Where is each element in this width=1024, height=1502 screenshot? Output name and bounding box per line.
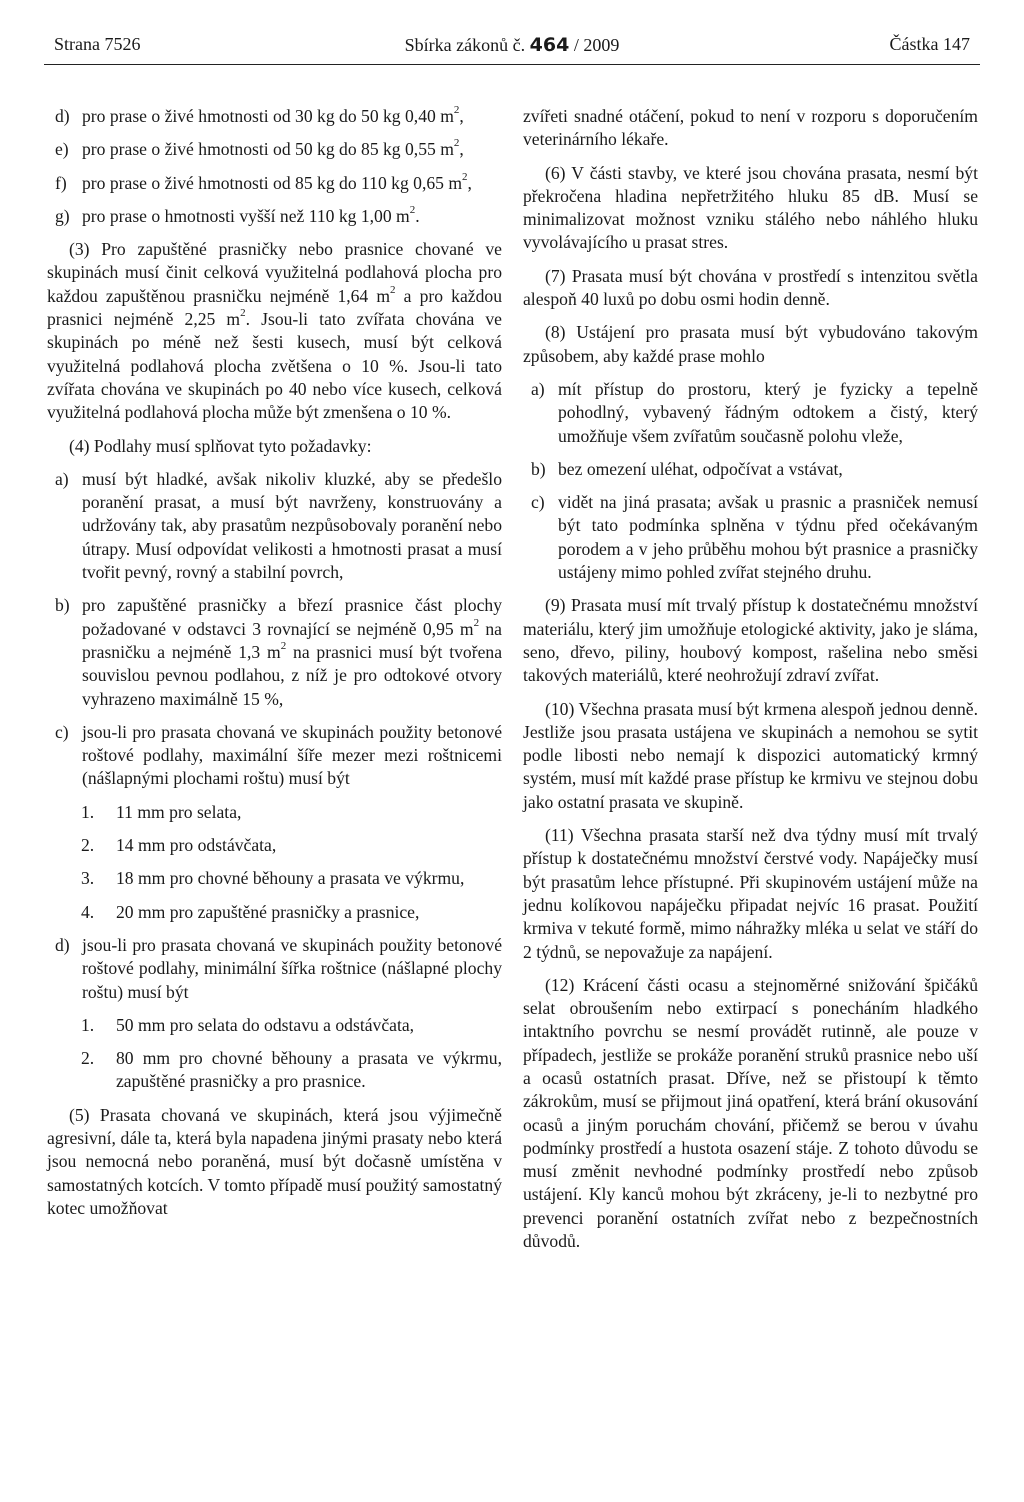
punct: , [467,172,472,193]
paragraph-5-continuation: zvířeti snadné otáčení, pokud to není v rozporu s doporučením veterinárního lékaře. [523,106,978,150]
superscript: 2 [453,104,460,117]
paragraph-8-item-b [523,458,978,481]
paragraph-3 [47,238,502,424]
subitem-label: 3. [81,868,95,889]
right-column [523,105,978,1253]
paragraph-4-item-b [47,594,502,710]
paragraph-6: (6) V části stavby, ve které jsou chována prasata, nesmí být překročena hladina nepřetržitého hluku 85 dB. Musí se minimalizovat možnost vzniku stálého nebo náhlého hluku vyvolávajícího u prasat stres. [523,162,978,253]
item-text: pro prase o živé hmotnosti od 85 kg do 110 kg 0,65 m [82,172,463,193]
subitem-text: 50 mm pro selata do odstavu a odstávčata, [116,1014,415,1035]
part-number: Částka 147 [889,34,970,54]
punct: , [459,139,464,160]
paragraph-10: (10) Všechna prasata musí být krmena alespoň jednou denně. Jestliže jsou prasata ustájena ve skupinách a nemohou se sytit podle libosti nebo nemají k dispozici automatický krmný systém, musí mít každé prase přístup ke krmivu ve stejnou dobu jako ostatní prasata ve skupině. [523,698,978,812]
item-label: f) [55,172,67,193]
item-text: pro prase o živé hmotnosti od 50 kg do 85 kg 0,55 m [82,139,454,160]
subitem-c-4 [81,901,502,924]
paragraph-4-item-c [47,721,502,791]
subitem-label: 4. [81,901,95,922]
item-text: pro prase o živé hmotnosti od 30 kg do 50 kg 0,40 m [82,106,454,126]
paragraph-7: (7) Prasata musí být chována v prostředí s intenzitou světla alespoň 40 luxů po dobu osmi hodin denně. [523,265,978,310]
superscript: 2 [453,137,460,150]
paragraph-5: (5) Prasata chovaná ve skupinách, která jsou výjimečně agresivní, dále ta, která byla napadena jinými prasaty nebo která jsou nemocná nebo poraněná, musí být dočasně umístěna v samostatných kotcích. V tomto případě musí použitý samostatný kotec umožňovat [47,1104,502,1218]
subitem-text: 18 mm pro chovné běhouny a prasata ve výkrmu, [116,868,465,889]
collection-title [44,34,980,56]
paragraph-3-text-a: (3) Pro zapuštěné prasničky nebo prasnice chované ve skupinách musí činit celková využitelná podlahová plocha pro každou zapuštěnou prasničku nejméně 1,64 m [47,239,502,306]
item-text: pro prase o hmotnosti vyšší než 110 kg 1,00 m [82,205,410,226]
item-text: bez omezení uléhat, odpočívat a vstávat, [558,458,843,479]
item-label: c) [55,721,69,742]
subitem-c-2 [81,834,502,857]
paragraph-8-item-c [523,491,978,584]
paragraph-12: (12) Krácení části ocasu a stejnoměrné snižování špičáků selat obroušením nebo extirpací s ponecháním hladkého intaktního povrchu se nesmí provádět rutinně, ale pouze v případech, jestliže se prokáže poranění struků prasnice nebo uší a ocasů ostatních prasat. Dříve, než se přistoupí k těmto zákrokům, musí se přijmout jiná opatření, která brání okusování ocasů a jiným poruchám chování, přičemž se berou v úvahu podmínky prostředí a hustota osazení stáje. Z tohoto důvodu se musí změnit nevhodné podmínky prostředí nebo způsob ustájení. Kly kanců mohou být zkráceny, je-li to nezbytné pro prevenci poranění ostatních zvířat nebo z bezpečnostních důvodů. [523,974,978,1252]
item-label: a) [55,468,69,489]
subitem-label: 2. [81,1048,95,1069]
item-text-part-1: pro zapuštěné prasničky a březí prasnice část plochy požadované v odstavci 3 rovnající se nejméně 0,95 m [82,595,502,639]
item-text: mít přístup do prostoru, který je fyzicky a tepelně pohodlný, vybavený řádným odtokem a čistý, který umožňuje všem zvířatům současně polohu vleže, [558,378,978,446]
paragraph-11: (11) Všechna prasata starší než dva týdny musí mít trvalý přístup k dostatečnému množství čerstvé vody. Napáječky musí být prasatům lehce přístupné. Při skupinovém ustájení může na jednu kolíkovou napáječku připadat nejvíc 16 prasat. Použití krmiva v tekuté formě, mimo náhražky mléka u selat ve stáří do 2 týdnů, se nepovažuje za napájení. [523,825,978,962]
left-column [47,105,502,1220]
subitem-text: 20 mm pro zapuštěné prasničky a prasnice, [116,901,420,922]
area-item-g [47,205,502,228]
paragraph-3-text-c: . Jsou-li tato zvířata chována ve skupinách po méně než šesti kusech, musí být celková využitelná podlahová plocha zvětšena o 10 %. Jsou-li tato zvířata chována ve skupinách po 40 nebo více kusech, celková využitelná podlahová plocha může být zmenšena o 10 %. [47,309,502,423]
item-text: vidět na jiná prasata; avšak u prasnic a prasniček nemusí být tato podmínka splněna v týdnu před očekávaným porodem a v jeho průběhu mohou být prasnice a prasničky ustájeny mimo pohled zvířat stejného druhu. [558,492,978,583]
subitem-c-1 [81,801,502,824]
punct: . [415,205,420,226]
subitem-label: 1. [81,1014,95,1035]
page-number: Strana 7526 [54,34,141,54]
superscript: 2 [390,283,396,296]
punct: , [459,106,464,126]
paragraph-3-text-b: a pro každou prasnici nejméně 2,25 m [47,285,502,330]
paragraph-8-item-a [523,378,978,448]
paragraph-4-item-a [47,468,502,584]
paragraph-8: (8) Ustájení pro prasata musí být vybudováno takovým způsobem, aby každé prase mohlo [523,322,978,366]
superscript: 2 [473,616,480,629]
subitem-text: 11 mm pro selata, [116,801,242,822]
collection-year: / 2009 [573,35,620,55]
paragraph-9: (9) Prasata musí mít trvalý přístup k dostatečnému množství materiálu, který jim umožňuje etologické aktivity, jako je sláma, seno, dřevo, piliny, houbový kompost, rašelina nebo směsi takových materiálů, které neohrožují zdraví zvířat. [523,595,978,686]
subitem-label: 2. [81,835,95,856]
subitem-d-2 [81,1047,502,1094]
superscript: 2 [240,307,246,320]
item-text: jsou-li pro prasata chovaná ve skupinách použity betonové roštové podlahy, maximální šíře mezer mezi roštnicemi (nášlapnými plochami roštu) musí být [82,721,502,789]
subitem-text: 14 mm pro odstávčata, [116,835,277,856]
superscript: 2 [409,204,416,217]
item-label: b) [531,458,546,479]
subitem-c-3 [81,867,502,890]
page-header [44,30,980,65]
law-number: 464 [529,34,570,56]
item-label: a) [531,378,545,399]
item-label: c) [531,492,545,513]
area-item-e [47,138,502,161]
area-item-f [47,172,502,195]
item-label: g) [55,205,70,226]
item-label: b) [55,595,70,616]
paragraph-4: (4) Podlahy musí splňovat tyto požadavky: [69,435,372,456]
subitem-d-1 [81,1014,502,1037]
item-label: d) [55,934,70,955]
area-item-d [47,105,502,128]
item-text-part-3: na prasnici musí být tvořena souvislou pevnou podlahou, z níž je pro odtokové otvory vyhrazeno maximálně 15 %, [82,641,503,709]
subitem-text: 80 mm pro chovné běhouny a prasata ve výkrmu, zapuštěné prasničky a pro prasnice. [116,1048,502,1092]
item-label: e) [55,139,69,160]
superscript: 2 [280,640,287,653]
item-text: jsou-li pro prasata chovaná ve skupinách použity betonové roštové podlahy, minimální šířka roštnice (nášlapné plochy roštu) musí být [82,934,502,1002]
paragraph-4-item-d [47,934,502,1004]
item-text: musí být hladké, avšak nikoliv kluzké, aby se předešlo poranění prasat, a musí být navrženy, konstruovány a udržovány tak, aby prasatům nezpůsobovaly poranění nebo útrapy. Musí odpovídat velikosti a hmotnosti prasat a musí tvořit pevný, rovný a stabilní povrch, [82,468,502,583]
superscript: 2 [462,170,468,183]
item-label: d) [55,106,70,126]
subitem-label: 1. [81,801,95,822]
collection-prefix: Sbírka zákonů č. [404,35,526,55]
item-text-part-2: na prasničku a nejméně 1,3 m [82,618,502,662]
